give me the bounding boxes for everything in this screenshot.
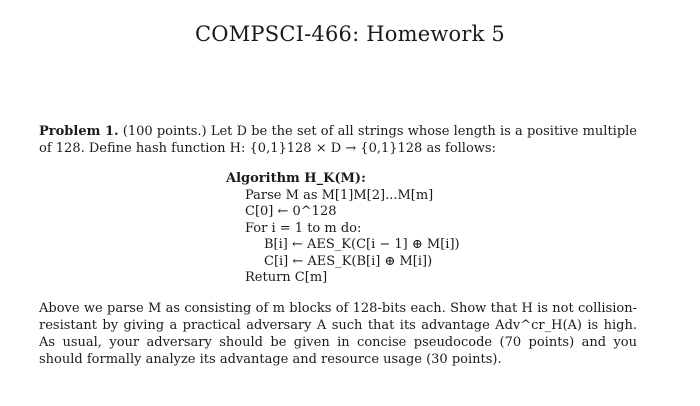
problem-label: Problem 1. bbox=[39, 124, 119, 139]
algorithm-line-parse: Parse M as M[1]M[2]...M[m] bbox=[245, 187, 434, 203]
algorithm-line-c: C[i] ← AES_K(B[i] ⊕ M[i]) bbox=[264, 253, 433, 269]
algorithm-line-for: For i = 1 to m do: bbox=[245, 220, 362, 236]
algorithm-line-return: Return C[m] bbox=[245, 270, 328, 285]
algorithm-header: Algorithm H_K(M): bbox=[226, 171, 366, 186]
algorithm-block bbox=[226, 171, 460, 287]
problem-points: (100 points.) bbox=[122, 124, 207, 139]
algorithm-line-b: B[i] ← AES_K(C[i − 1] ⊕ M[i]) bbox=[264, 237, 460, 252]
problem-text: Let D be the set of all strings whose length is a positive multiple of 128. Define hash function H: {0,1}128 × D → {0,1}128 as follows: bbox=[39, 124, 637, 156]
problem-statement bbox=[39, 123, 637, 157]
page-title: COMPSCI-466: Homework 5 bbox=[195, 22, 505, 46]
algorithm-line-init: C[0] ← 0^128 bbox=[245, 204, 337, 219]
closing-paragraph: Above we parse M as consisting of m blocks of 128-bits each. Show that H is not collision-resistant by giving a practical adversary A such that its advantage Adv^cr_H(A) is high. As usual, your adversary should be given in concise pseudocode (70 points) and you should formally analyze its advantage and resource usage (30 points). bbox=[39, 301, 637, 367]
